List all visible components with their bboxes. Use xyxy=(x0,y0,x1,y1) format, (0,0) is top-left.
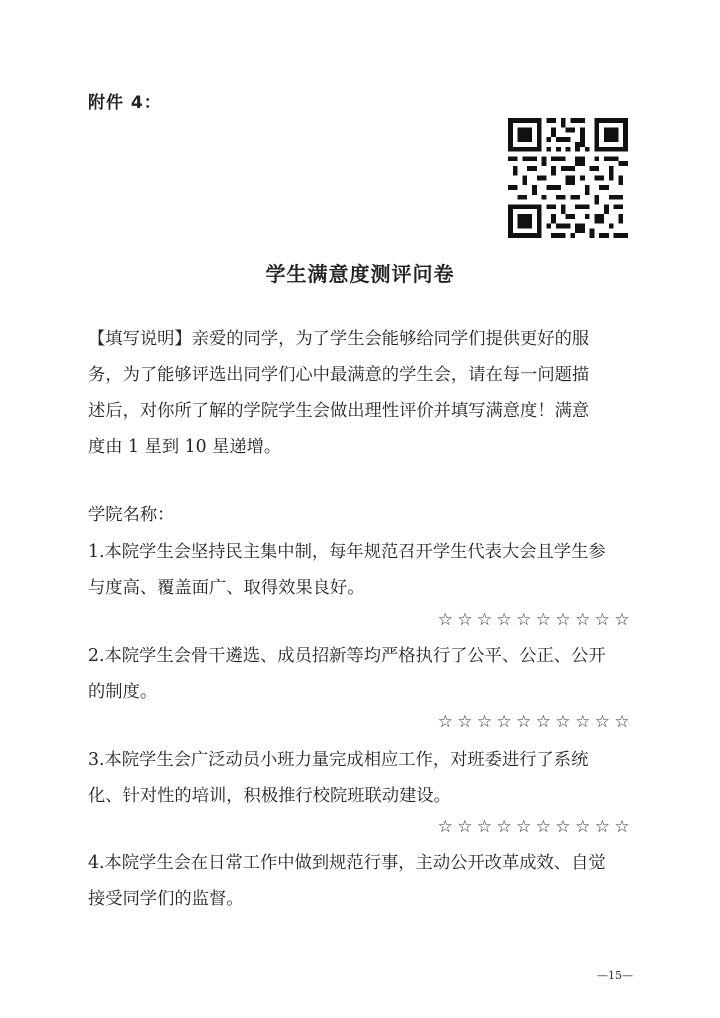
question-text: 2.本院学生会骨干遴选、成员招新等均严格执行了公平、公正、公开 xyxy=(88,646,606,666)
rating-stars-3[interactable]: ☆☆☆☆☆☆☆☆☆☆ xyxy=(437,817,634,837)
attachment-label: 附件 4： xyxy=(88,93,162,113)
page-title: 学生满意度测评问卷 xyxy=(265,262,455,286)
question-1 xyxy=(88,534,636,606)
question-text: 与度高、覆盖面广、取得效果良好。 xyxy=(88,578,365,598)
college-name-label xyxy=(88,497,636,533)
question-text: 接受同学们的监督。 xyxy=(88,889,244,909)
instructions-line: 度由 1 星到 10 星递增。 xyxy=(88,437,282,457)
rating-stars-1[interactable]: ☆☆☆☆☆☆☆☆☆☆ xyxy=(437,610,634,630)
question-text: 3.本院学生会广泛动员小班力量完成相应工作，对班委进行了系统 xyxy=(88,750,589,770)
instructions-line: 【填写说明】亲爱的同学，为了学生会能够给同学们提供更好的服 xyxy=(88,329,590,349)
instructions xyxy=(88,321,636,465)
instructions-line: 述后，对你所了解的学院学生会做出理性评价并填写满意度！满意 xyxy=(88,401,590,421)
instructions-line: 务，为了能够评选出同学们心中最满意的学生会，请在每一问题描 xyxy=(88,365,590,385)
page-number: —15— xyxy=(597,969,633,982)
qr-code-image xyxy=(508,118,628,238)
question-text: 的制度。 xyxy=(88,682,158,702)
college-name-text: 学院名称： xyxy=(88,505,175,525)
rating-stars-2[interactable]: ☆☆☆☆☆☆☆☆☆☆ xyxy=(437,712,634,732)
question-text: 1.本院学生会坚持民主集中制，每年规范召开学生代表大会且学生参 xyxy=(88,542,606,562)
question-text: 化、针对性的培训，积极推行校院班联动建设。 xyxy=(88,786,451,806)
question-4 xyxy=(88,845,636,917)
question-2 xyxy=(88,638,636,710)
question-3 xyxy=(88,742,636,814)
question-text: 4.本院学生会在日常工作中做到规范行事，主动公开改革成效、自觉 xyxy=(88,853,606,873)
